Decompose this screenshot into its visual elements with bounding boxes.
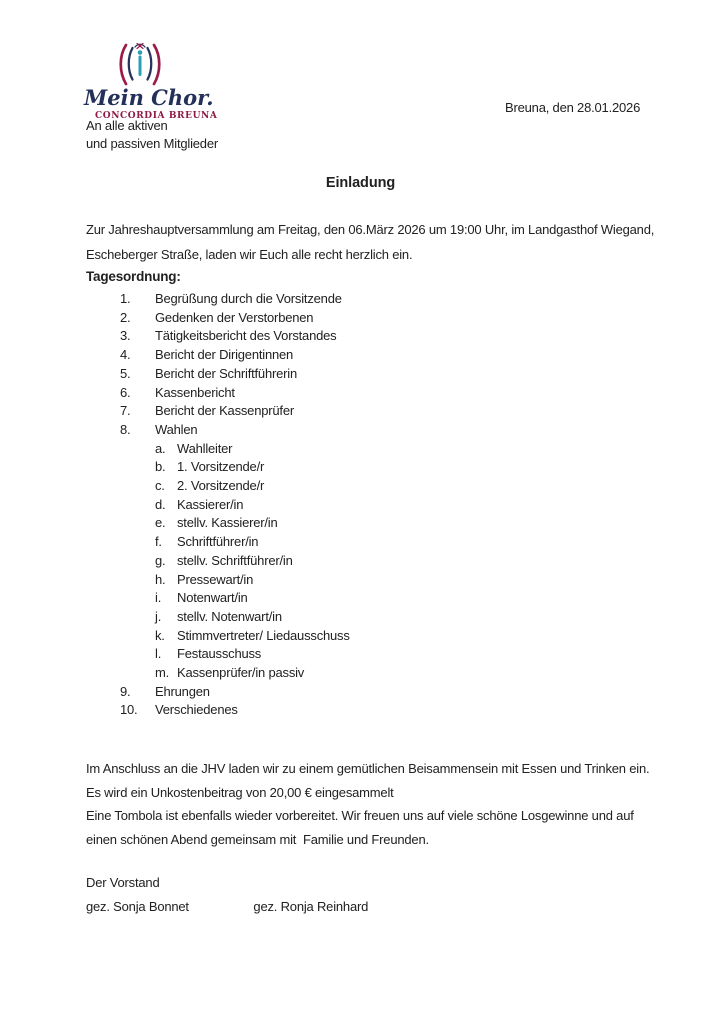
agenda-item-text: Bericht der Kassenprüfer xyxy=(155,403,294,419)
text-line: und passiven Mitglieder xyxy=(86,136,218,151)
text-line: Es wird ein Unkostenbeitrag von 20,00 € eingesammelt xyxy=(86,784,394,800)
agenda-item-text: Kassierer/in xyxy=(177,496,244,512)
agenda-item xyxy=(86,477,350,496)
agenda-item-number: g. xyxy=(155,552,166,568)
agenda-item xyxy=(86,384,350,403)
agenda-item xyxy=(86,533,350,552)
agenda-list xyxy=(86,290,350,720)
recipient-block xyxy=(86,117,218,153)
agenda-item xyxy=(86,514,350,533)
agenda-item-text: Gedenken der Verstorbenen xyxy=(155,309,314,325)
agenda-item xyxy=(86,683,350,702)
agenda-item-number: h. xyxy=(155,571,166,587)
agenda-item-text: Wahlleiter xyxy=(177,440,233,456)
signature-names xyxy=(86,895,368,919)
agenda-item-text: Bericht der Dirigentinnen xyxy=(155,347,294,363)
agenda-item-number: d. xyxy=(155,496,166,512)
agenda-item-text: Kassenprüfer/in passiv xyxy=(177,665,305,681)
agenda-item-text: Tätigkeitsbericht des Vorstandes xyxy=(155,328,337,344)
text-line: Eine Tombola ist ebenfalls wieder vorbereitet. Wir freuen uns auf viele schöne Losgewinne und auf xyxy=(86,808,634,823)
document-title: Einladung xyxy=(325,175,396,191)
choir-figure-arcs-icon xyxy=(115,41,165,87)
agenda-item xyxy=(86,421,350,440)
agenda-item-number: i. xyxy=(155,590,162,606)
agenda-item xyxy=(86,589,350,608)
agenda-item-text: Schriftführer/in xyxy=(177,534,259,550)
agenda-item-text: stellv. Kassierer/in xyxy=(177,515,278,531)
logo-subtitle: CONCORDIA BREUNA xyxy=(95,111,218,121)
agenda-item xyxy=(86,309,350,328)
agenda-item-number: l. xyxy=(155,646,162,662)
agenda-item xyxy=(86,645,350,664)
agenda-item-number: 9. xyxy=(120,683,131,699)
agenda-item-number: e. xyxy=(155,515,166,531)
agenda-item xyxy=(86,458,350,477)
agenda-item-text: 1. Vorsitzende/r xyxy=(177,459,265,475)
agenda-item xyxy=(86,346,350,365)
agenda-item-text: Ehrungen xyxy=(155,683,210,699)
agenda-item-number: 1. xyxy=(120,291,131,306)
agenda-item-text: Kassenbericht xyxy=(155,384,235,400)
agenda-item xyxy=(86,552,350,571)
agenda-item xyxy=(86,627,350,646)
agenda-item-text: stellv. Schriftführer/in xyxy=(177,552,293,568)
agenda-item-number: 3. xyxy=(120,328,131,344)
agenda-item-text: Stimmvertreter/ Liedausschuss xyxy=(177,627,350,643)
agenda-item-number: c. xyxy=(155,478,165,494)
text-line: einen schönen Abend gemeinsam mit Familie und Freunden. xyxy=(86,831,429,847)
closing-paragraph xyxy=(86,757,649,851)
text-line: Im Anschluss an die JHV laden wir zu einem gemütlichen Beisammensein mit Essen und Trinken ein. xyxy=(86,761,650,776)
agenda-item-text: Notenwart/in xyxy=(177,590,248,606)
agenda-item xyxy=(86,664,350,683)
agenda-item-text: Wahlen xyxy=(155,421,198,437)
agenda-item-text: 2. Vorsitzende/r xyxy=(177,478,265,494)
agenda-item-text: Begrüßung durch die Vorsitzende xyxy=(155,291,342,306)
agenda-item xyxy=(86,571,350,590)
agenda-item xyxy=(86,402,350,421)
agenda-item-text: Pressewart/in xyxy=(177,571,254,587)
signature-block xyxy=(86,871,368,919)
agenda-item xyxy=(86,290,350,309)
signature-name-2: gez. Ronja Reinhard xyxy=(253,899,369,914)
agenda-item xyxy=(86,496,350,515)
text-line: Escheberger Straße, laden wir Euch alle recht herzlich ein. xyxy=(86,247,413,262)
agenda-item-number: j. xyxy=(155,608,162,624)
agenda-item-number: 6. xyxy=(120,384,131,400)
agenda-item-number: k. xyxy=(155,627,165,643)
agenda-item-number: 7. xyxy=(120,403,131,419)
logo-wordmark: Mein Chor. xyxy=(84,85,214,110)
text-line: An alle aktiven xyxy=(86,118,168,133)
agenda-item-number: 10. xyxy=(120,702,138,718)
signature-role: Der Vorstand xyxy=(86,875,160,890)
agenda-item-text: Bericht der Schriftführerin xyxy=(155,365,297,381)
agenda-item xyxy=(86,327,350,346)
agenda-item-number: 4. xyxy=(120,347,131,363)
agenda-item-number: m. xyxy=(155,665,170,681)
agenda-item-number: b. xyxy=(155,459,166,475)
date-line: Breuna, den 28.01.2026 xyxy=(505,100,641,115)
agenda-item-number: 8. xyxy=(120,421,131,437)
agenda-item-number: 5. xyxy=(120,365,131,381)
agenda-item-text: stellv. Notenwart/in xyxy=(177,608,282,624)
agenda-item-number: f. xyxy=(155,534,162,550)
agenda-item-text: Verschiedenes xyxy=(155,702,238,718)
text-line: Zur Jahreshauptversammlung am Freitag, den 06.März 2026 um 19:00 Uhr, im Landgasthof Wiegand, xyxy=(86,222,655,237)
agenda-item-text: Festausschuss xyxy=(177,646,262,662)
agenda-item xyxy=(86,440,350,459)
agenda-heading: Tagesordnung: xyxy=(86,269,181,284)
intro-paragraph xyxy=(86,217,654,267)
signature-name-1: gez. Sonja Bonnet xyxy=(86,899,189,914)
agenda-item xyxy=(86,701,350,720)
agenda-item-number: 2. xyxy=(120,309,131,325)
agenda-item xyxy=(86,365,350,384)
agenda-item-number: a. xyxy=(155,440,166,456)
agenda-item xyxy=(86,608,350,627)
